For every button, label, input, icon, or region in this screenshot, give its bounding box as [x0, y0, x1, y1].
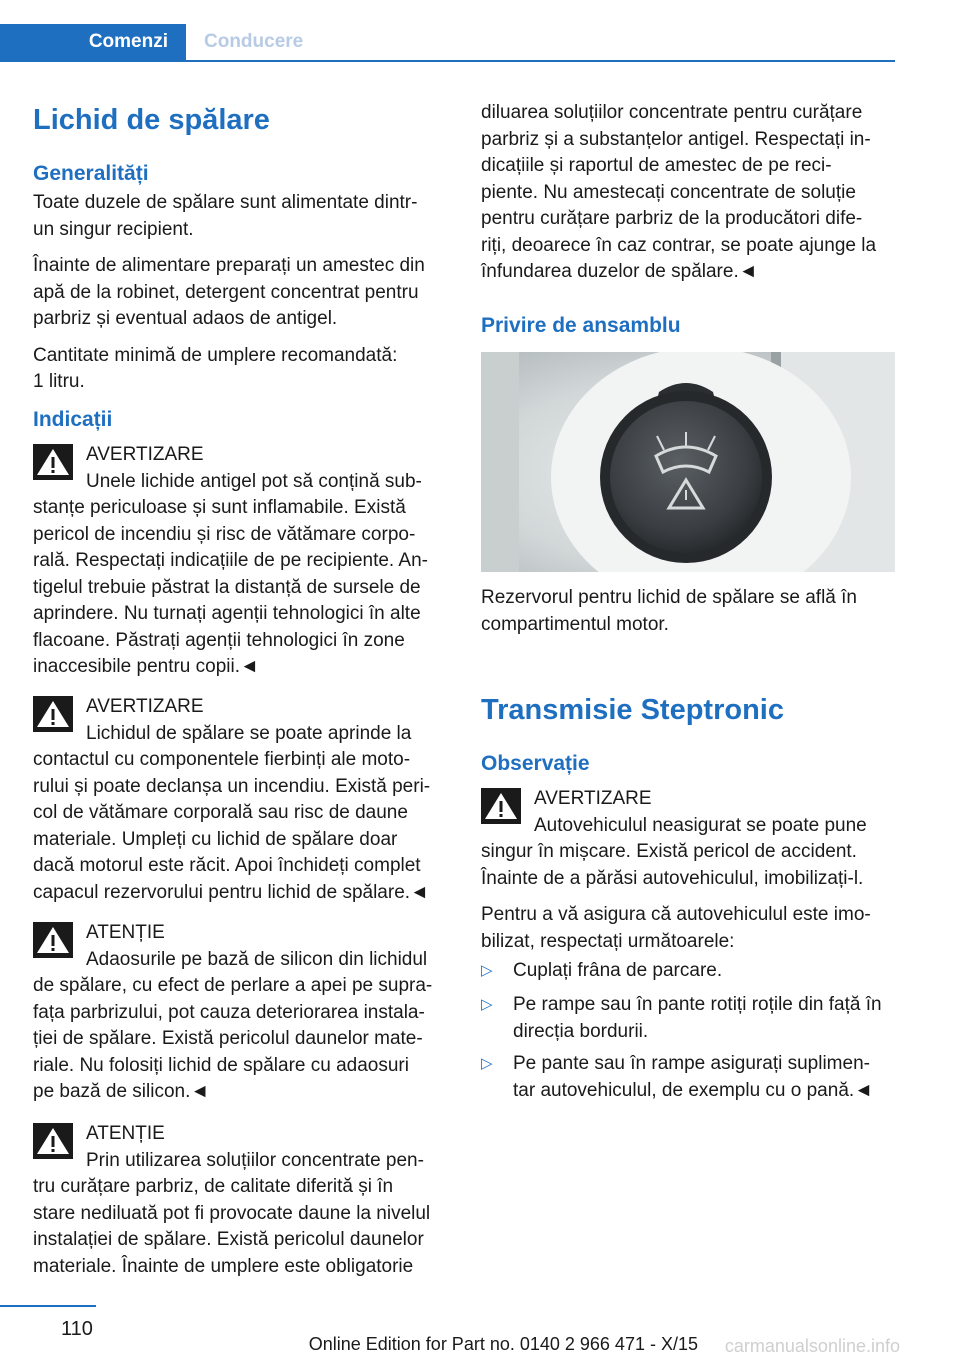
- text-line: dacă motorul este răcit. Apoi închideți complet: [33, 855, 421, 876]
- text-line: Lichidul de spălare se poate aprinde la: [86, 722, 412, 744]
- text-line: apă de la robinet, detergent concentrat pentru: [33, 281, 419, 303]
- warning-triangle-icon: [33, 696, 73, 732]
- text-line: col de vătămare corporală sau risc de daune: [33, 802, 408, 823]
- text-line: riale. Nu folosiți lichid de spălare cu adaosuri: [33, 1054, 409, 1076]
- list-item: [481, 958, 896, 985]
- edition-note: Online Edition for Part no. 0140 2 966 471 - X/15: [308, 1334, 698, 1354]
- text-line: 1 litru.: [33, 371, 85, 392]
- heading-observatie: Observație: [481, 752, 590, 775]
- list-item: [481, 992, 896, 1045]
- warning-block: [33, 694, 448, 906]
- text-line: bilizat, respectați următoarele:: [481, 930, 735, 952]
- section-title-steptronic: Transmisie Steptronic: [481, 694, 784, 726]
- continued-paragraph: [481, 100, 896, 286]
- heading-generalitati: Generalități: [33, 162, 149, 185]
- text-line: materiale. Înainte de umplere este obligatorie: [33, 1255, 414, 1277]
- image-caption: [481, 585, 896, 638]
- text-line: diluarea soluțiilor concentrate pentru curățare: [481, 102, 863, 123]
- text-line: fața parbrizului, pot cauza deteriorarea instala-: [33, 1001, 425, 1023]
- warning-block: [33, 442, 448, 681]
- list-item-text: direcția bordurii.: [513, 1020, 649, 1042]
- text-line: flacoane. Păstrați agenții tehnologici în zone: [33, 629, 405, 651]
- text-line: Adaosurile pe bază de silicon din lichidul: [86, 948, 428, 970]
- list-item-text: Pe rampe sau în pante rotiți roțile din față în: [513, 994, 882, 1015]
- warning-triangle-icon: [481, 788, 521, 824]
- list-item: [481, 1051, 896, 1104]
- text-line: pericol de incendiu și risc de vătămare corpo-: [33, 523, 416, 545]
- list-item-text: tar autovehiculul, de exemplu cu o pană.◄: [513, 1079, 873, 1101]
- text-line: parbriz și eventual adaos de antigel.: [33, 308, 338, 329]
- caution-block: [33, 920, 448, 1106]
- paragraph-imobilizare: [481, 902, 896, 955]
- header-rule: [0, 60, 895, 62]
- list-item-text: Pe pante sau în rampe asigurați suplimen-: [513, 1053, 870, 1074]
- text-line: Rezervorul pentru lichid de spălare se află în: [481, 587, 857, 608]
- bullet-triangle-icon: ▷: [481, 1055, 493, 1072]
- text-line: aprindere. Nu turnați agenții tehnologici în alte: [33, 603, 421, 624]
- text-line: Înainte de alimentare preparați un amestec din: [33, 255, 425, 276]
- text-line: tru curățare parbriz, de calitate diferită și în: [33, 1176, 394, 1197]
- text-line: piente. Nu amestecați concentrate de soluție: [481, 181, 856, 203]
- caution-title: ATENȚIE: [86, 1123, 165, 1144]
- text-line: parbriz și a substanțelor antigel. Respectați in-: [481, 128, 871, 150]
- page-number: 110: [61, 1318, 93, 1340]
- text-line: instalației de spălare. Există pericolul daunelor: [33, 1229, 424, 1250]
- text-line: ției de spălare. Există pericolul daunelor mate-: [33, 1028, 423, 1049]
- chapter-tabs: [0, 24, 321, 60]
- text-line: Pentru a vă asigura că autovehiculul este imo-: [481, 904, 871, 925]
- tab-comenzi[interactable]: Comenzi: [0, 24, 186, 60]
- warning-block: [481, 786, 896, 892]
- text-line: dicațiile și raportul de amestec de pe reci-: [481, 155, 832, 176]
- heading-privire-de-ansamblu: Privire de ansamblu: [481, 314, 681, 337]
- caution-title: ATENȚIE: [86, 922, 165, 943]
- text-line: rală. Respectați indicațiile de pe recipiente. An-: [33, 550, 429, 571]
- text-line: înfundarea duzelor de spălare.◄: [481, 261, 758, 282]
- list-item-text: Cuplați frâna de parcare.: [513, 960, 723, 981]
- caution-triangle-icon: [33, 922, 73, 958]
- text-line: capacul rezervorului pentru lichid de spălare.◄: [33, 881, 429, 903]
- text-line: inaccesibile pentru copii.◄: [33, 656, 259, 677]
- washer-cap-illustration: [481, 352, 895, 572]
- warning-title: AVERTIZARE: [86, 696, 204, 717]
- text-line: rului și poate declanșa un incendiu. Există peri-: [33, 775, 431, 797]
- text-line: de spălare, cu efect de perlare a apei pe supra-: [33, 975, 433, 996]
- text-line: Prin utilizarea soluțiilor concentrate pen-: [86, 1149, 424, 1171]
- heading-indicatii: Indicații: [33, 408, 113, 431]
- text-line: contactul cu componentele fierbinți ale moto-: [33, 749, 411, 770]
- text-line: Cantitate minimă de umplere recomandată:: [33, 344, 398, 366]
- watermark: carmanualsonline.info: [724, 1336, 900, 1356]
- text-line: riți, deoarece în caz contrar, se poate ajunge la: [481, 234, 877, 256]
- text-line: pentru curățare parbriz de la producători dife-: [481, 208, 863, 229]
- paragraph-generalitati: [33, 190, 448, 396]
- text-line: Unele lichide antigel pot să conțină sub-: [86, 470, 422, 492]
- text-line: tigelul trebuie păstrat la distanță de sursele de: [33, 576, 421, 598]
- text-line: pe bază de silicon.◄: [33, 1081, 210, 1102]
- section-title-lichid: Lichid de spălare: [33, 104, 270, 136]
- text-line: un singur recipient.: [33, 218, 194, 240]
- caution-block: [33, 1121, 448, 1280]
- warning-title: AVERTIZARE: [86, 444, 204, 465]
- text-line: materiale. Umpleți cu lichid de spălare doar: [33, 828, 398, 850]
- bullet-triangle-icon: ▷: [481, 996, 493, 1013]
- tab-conducere[interactable]: Conducere: [204, 31, 304, 52]
- text-line: Înainte de a părăsi autovehiculul, imobilizați-l.: [481, 867, 864, 889]
- washer-reservoir-photo: [481, 352, 895, 572]
- text-line: stanțe periculoase și sunt inflamabile. Există: [33, 497, 406, 518]
- warning-triangle-icon: [33, 444, 73, 480]
- bullet-triangle-icon: ▷: [481, 962, 493, 979]
- text-line: compartimentul motor.: [481, 613, 669, 635]
- text-line: Toate duzele de spălare sunt alimentate dintr-: [33, 192, 418, 213]
- footer-rule: [0, 1305, 96, 1307]
- text-line: singur în mișcare. Există pericol de accident.: [481, 841, 857, 862]
- caution-triangle-icon: [33, 1123, 73, 1159]
- warning-title: AVERTIZARE: [534, 788, 652, 809]
- text-line: stare nediluată pot fi provocate daune la nivelul: [33, 1202, 431, 1224]
- text-line: Autovehiculul neasigurat se poate pune: [534, 814, 867, 836]
